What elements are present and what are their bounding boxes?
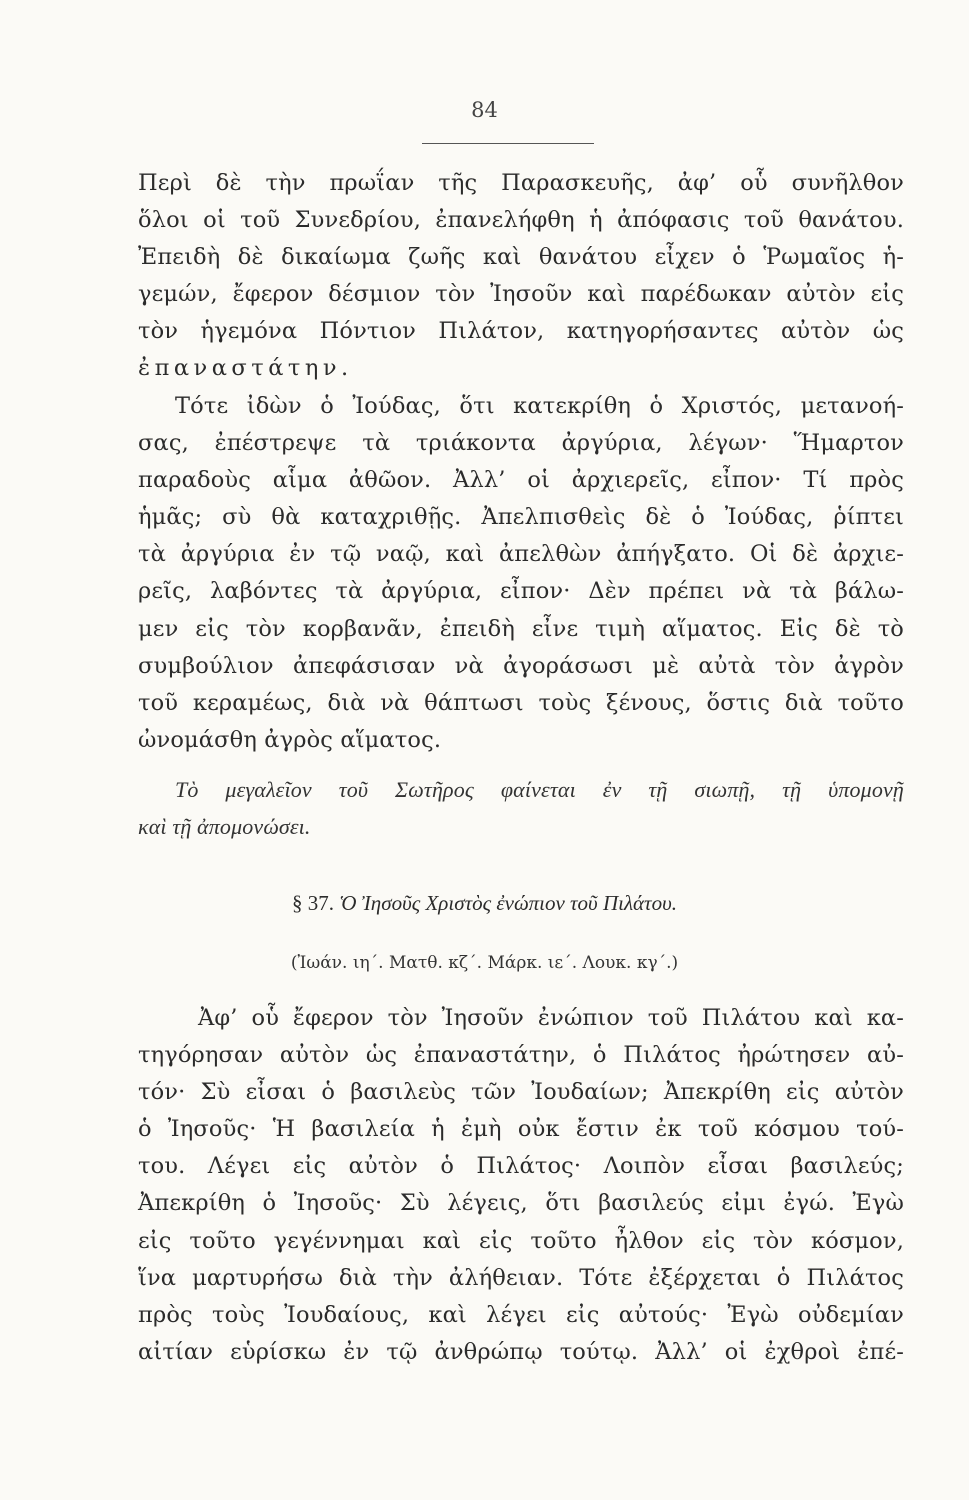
text-line: του. Λέγει εἰς αὐτὸν ὁ Πιλάτος· Λοιπὸν εἶσαι βασιλεύς; bbox=[138, 1153, 904, 1180]
section-symbol: § bbox=[292, 891, 303, 915]
text-line: τὰ ἀργύρια ἐν τῷ ναῷ, καὶ ἀπελθὼν ἀπήγξατο. Οἱ δὲ ἀρχιε- bbox=[138, 541, 904, 568]
text-line: πρὸς τοὺς Ἰουδαίους, καὶ λέγει εἰς αὐτούς· Ἐγὼ οὐδεμίαν bbox=[138, 1301, 904, 1328]
text-line: Ἀπεκρίθη ὁ Ἰησοῦς· Σὺ λέγεις, ὅτι βασιλεύς εἰμι ἐγώ. Ἐγὼ bbox=[138, 1190, 904, 1217]
text-line: τηγόρησαν αὐτὸν ὡς ἐπαναστάτην, ὁ Πιλάτος ἠρώτησεν αὐ- bbox=[138, 1042, 904, 1069]
text-line: γεμών, ἔφερον δέσμιον τὸν Ἰησοῦν καὶ παρέδωκαν αὐτὸν εἰς bbox=[138, 281, 904, 308]
text-line: Ἐπειδὴ δὲ δικαίωμα ζωῆς καὶ θανάτου εἶχεν ὁ Ῥωμαῖος ἡ- bbox=[138, 244, 904, 271]
text-line: Τότε ἰδὼν ὁ Ἰούδας, ὅτι κατεκρίθη ὁ Χριστός, μετανοή- bbox=[175, 393, 904, 419]
section-number: 37. bbox=[307, 891, 335, 915]
scripture-references: (Ἰωάν. ιη΄. Ματθ. κζ΄. Μάρκ. ιε΄. Λουκ. κγ΄.) bbox=[290, 953, 679, 973]
text-line: ἐπαναστάτην. bbox=[138, 355, 353, 382]
text-line: αἰτίαν εὑρίσκω ἐν τῷ ἀνθρώπῳ τούτῳ. Ἀλλ’ οἱ ἐχθροὶ ἐπέ- bbox=[138, 1338, 904, 1365]
note-line: Τὸ μεγαλεῖον τοῦ Σωτῆρος φαίνεται ἐν τῇ σιωπῇ, τῇ ὑπομονῇ bbox=[175, 777, 904, 802]
paragraph-3 bbox=[138, 1000, 904, 1371]
header-rule bbox=[422, 143, 594, 144]
text-line: ἵνα μαρτυρήσω διὰ τὴν ἀλήθειαν. Τότε ἐξέρχεται ὁ Πιλάτος bbox=[138, 1264, 904, 1291]
paragraph-2 bbox=[138, 388, 904, 759]
text-line: εἰς τοῦτο γεγέννημαι καὶ εἰς τοῦτο ἦλθον εἰς τὸν κόσμον, bbox=[138, 1227, 904, 1254]
text-line: ὠνομάσθη ἀγρὸς αἵματος. bbox=[138, 726, 442, 753]
text-line: σας, ἐπέστρεψε τὰ τριάκοντα ἀργύρια, λέγων· Ἥμαρτον bbox=[138, 430, 904, 457]
text-line: τόν· Σὺ εἶσαι ὁ βασιλεὺς τῶν Ἰουδαίων; Ἀπεκρίθη εἰς αὐτὸν bbox=[138, 1079, 904, 1106]
text-line: τοῦ κεραμέως, διὰ νὰ θάπτωσι τοὺς ξένους, ὅστις διὰ τοῦτο bbox=[138, 689, 904, 716]
text-line: συμβούλιον ἀπεφάσισαν νὰ ἀγοράσωσι μὲ αὐτὰ τὸν ἀγρὸν bbox=[138, 652, 904, 679]
section-heading bbox=[0, 883, 969, 923]
text-line: ἡμᾶς; σὺ θὰ καταχριθῇς. Ἀπελπισθεὶς δὲ ὁ Ἰούδας, ῥίπτει bbox=[138, 504, 904, 531]
note-line: καὶ τῇ ἀπομονώσει. bbox=[138, 814, 311, 839]
text-line: Ἀφ’ οὗ ἔφερον τὸν Ἰησοῦν ἐνώπιον τοῦ Πιλάτου καὶ κα- bbox=[198, 1005, 904, 1031]
section-title: Ὁ Ἰησοῦς Χριστὸς ἐνώπιον τοῦ Πιλάτου. bbox=[339, 891, 677, 915]
paragraph-1 bbox=[138, 165, 904, 388]
text-line: τὸν ἡγεμόνα Πόντιον Πιλάτον, κατηγορήσαντες αὐτὸν ὡς bbox=[138, 318, 904, 345]
text-line: ρεῖς, λαβόντες τὰ ἀργύρια, εἶπον· Δὲν πρέπει νὰ τὰ βάλω- bbox=[138, 578, 904, 605]
page-number: 84 bbox=[471, 98, 498, 122]
text-line: ὅλοι οἱ τοῦ Συνεδρίου, ἐπανελήφθη ἡ ἀπόφασις τοῦ θανάτου. bbox=[138, 207, 904, 234]
italic-note bbox=[138, 771, 904, 845]
text-line: παραδοὺς αἷμα ἀθῶον. Ἀλλ’ οἱ ἀρχιερεῖς, εἶπον· Τί πρὸς bbox=[138, 467, 904, 494]
text-line: Περὶ δὲ τὴν πρωΐαν τῆς Παρασκευῆς, ἀφ’ οὗ συνῆλθον bbox=[138, 170, 904, 196]
text-line: ὁ Ἰησοῦς· Ἡ βασιλεία ἡ ἐμὴ οὐκ ἔστιν ἐκ τοῦ κόσμου τού- bbox=[138, 1116, 904, 1143]
text-line: μεν εἰς τὸν κορβανᾶν, ἐπειδὴ εἶνε τιμὴ αἵματος. Εἰς δὲ τὸ bbox=[138, 615, 904, 642]
